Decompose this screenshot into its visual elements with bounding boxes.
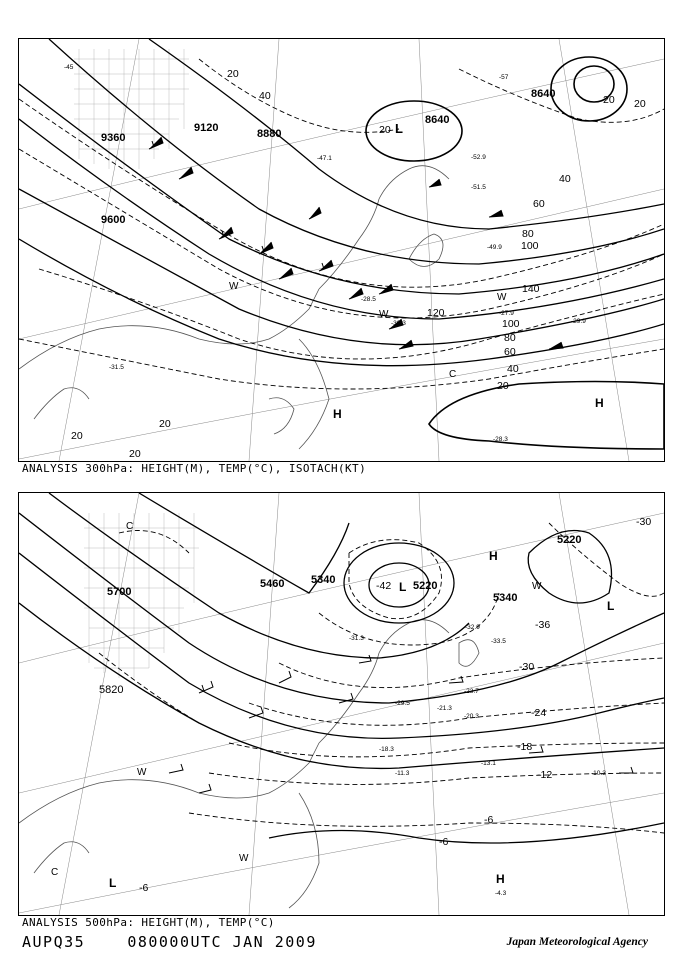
pressure-center-warm: W bbox=[379, 309, 389, 320]
temp-label: -32.9 bbox=[465, 624, 480, 631]
temp-label: -52.9 bbox=[471, 154, 486, 161]
temp-label: -11.3 bbox=[395, 770, 410, 777]
pressure-center-warm: W bbox=[137, 767, 147, 778]
isotach-label: 100 bbox=[502, 318, 520, 330]
isotach-label: 20 bbox=[159, 418, 171, 430]
height-label: 5700 bbox=[107, 586, 132, 598]
pressure-center-low: L bbox=[109, 876, 117, 890]
temp-label: -30.3 bbox=[391, 320, 406, 327]
height-label: 8640 bbox=[425, 114, 450, 126]
isotach-label: 20 bbox=[634, 98, 646, 110]
temp-label: -29.5 bbox=[395, 700, 410, 707]
isotach-label: 40 bbox=[259, 90, 271, 102]
isotach-label: 40 bbox=[507, 363, 519, 375]
map-panel-300hpa bbox=[18, 38, 665, 462]
temp-label: -31.5 bbox=[109, 364, 124, 371]
temp-label: -28.5 bbox=[361, 296, 376, 303]
height-label: 5820 bbox=[99, 684, 124, 696]
temp-label: -21.3 bbox=[437, 705, 452, 712]
isotach-label: 20 bbox=[603, 94, 615, 106]
map-300hpa-svg bbox=[19, 39, 664, 461]
pressure-center-high: H bbox=[489, 549, 498, 563]
isotherm-label: -24 bbox=[531, 707, 547, 719]
height-label: 8640 bbox=[531, 88, 556, 100]
pressure-center-high: H bbox=[496, 872, 505, 886]
temp-label: -4.3 bbox=[495, 890, 507, 897]
isotherm-label: -6 bbox=[439, 836, 449, 848]
isotherm-label: -12 bbox=[537, 769, 553, 781]
terrain-hatch bbox=[84, 513, 199, 678]
temp-label: -51.5 bbox=[471, 184, 486, 191]
temp-label: -57 bbox=[499, 74, 509, 81]
isotach-label: 20 bbox=[497, 380, 509, 392]
coastlines bbox=[19, 620, 479, 908]
agency-name: Japan Meteorological Agency bbox=[506, 936, 648, 948]
pressure-center-warm: W bbox=[229, 281, 239, 292]
temp-label: -49.9 bbox=[487, 244, 502, 251]
isotach-label: 140 bbox=[522, 283, 540, 295]
isotach-label: 120 bbox=[427, 307, 445, 319]
isotherms-dashed bbox=[99, 523, 664, 833]
map-500hpa-svg bbox=[19, 493, 664, 915]
isotach-label: 20 bbox=[379, 124, 391, 136]
isotach-label: 60 bbox=[504, 346, 516, 358]
caption-300hpa: ANALYSIS 300hPa: HEIGHT(M), TEMP(°C), ISOTACH(KT) bbox=[22, 462, 367, 475]
terrain-hatch bbox=[74, 49, 189, 171]
chart-code: AUPQ35 bbox=[22, 933, 86, 951]
isotach-label: 100 bbox=[521, 240, 539, 252]
isotach-label: 40 bbox=[559, 173, 571, 185]
temp-label: -45 bbox=[64, 64, 74, 71]
isotherm-label: -36 bbox=[535, 619, 551, 631]
height-label: 5460 bbox=[260, 578, 285, 590]
pressure-center-warm: W bbox=[497, 292, 507, 303]
coastlines bbox=[19, 166, 449, 449]
temp-label: -29.9 bbox=[571, 318, 586, 325]
pressure-center-low: L bbox=[607, 599, 615, 613]
height-label: 5340 bbox=[493, 592, 518, 604]
jet-region bbox=[429, 382, 664, 450]
isotach-label: 80 bbox=[504, 332, 516, 344]
temp-label: -31.3 bbox=[349, 635, 364, 642]
isotherm-label: -30 bbox=[519, 661, 535, 673]
pressure-center-low: L bbox=[399, 580, 407, 594]
chart-datetime: 080000UTC JAN 2009 bbox=[127, 933, 317, 951]
pressure-center-low: L bbox=[395, 121, 403, 136]
isotherm-label: -30 bbox=[636, 516, 652, 528]
pressure-center-cold: C bbox=[449, 369, 457, 380]
temp-label: -27.9 bbox=[499, 310, 514, 317]
temp-label: -20.3 bbox=[464, 713, 479, 720]
temp-label: -33.5 bbox=[491, 638, 506, 645]
height-label: 9600 bbox=[101, 214, 126, 226]
temp-label: -23.7 bbox=[464, 688, 479, 695]
isotach-label: 20 bbox=[71, 430, 83, 442]
isotherm-label: -42 bbox=[376, 580, 392, 592]
pressure-center-high: H bbox=[595, 396, 604, 410]
map-panel-500hpa bbox=[18, 492, 665, 916]
pressure-center-cold: C bbox=[51, 867, 59, 878]
chart-identifier bbox=[22, 933, 317, 951]
pressure-center-cold: C bbox=[126, 521, 134, 532]
isotherm-label: -6 bbox=[484, 814, 494, 826]
isotherm-label: -6 bbox=[139, 882, 149, 894]
isotach-label: 20 bbox=[129, 448, 141, 460]
temp-label: -10.3 bbox=[591, 770, 606, 777]
height-label: 5220 bbox=[413, 580, 438, 592]
temp-label: -18.3 bbox=[379, 746, 394, 753]
height-label: 9360 bbox=[101, 132, 126, 144]
temp-label: -13.1 bbox=[481, 760, 496, 767]
pressure-center-high: H bbox=[333, 407, 342, 421]
height-label: 8880 bbox=[257, 128, 282, 140]
pressure-center-warm: W bbox=[532, 581, 542, 592]
graticule bbox=[19, 493, 664, 915]
isotach-label: 20 bbox=[227, 68, 239, 80]
caption-500hpa: ANALYSIS 500hPa: HEIGHT(M), TEMP(°C) bbox=[22, 916, 275, 929]
isotherm-label: -18 bbox=[517, 741, 533, 753]
height-label: 5220 bbox=[557, 534, 582, 546]
isotach-label: 80 bbox=[522, 228, 534, 240]
isotach-label: 60 bbox=[533, 198, 545, 210]
temp-label: -47.1 bbox=[317, 155, 332, 162]
height-label: 9120 bbox=[194, 122, 219, 134]
temp-label: -28.3 bbox=[493, 436, 508, 443]
height-label: 5340 bbox=[311, 574, 336, 586]
pressure-center-warm: W bbox=[239, 853, 249, 864]
closed-lows bbox=[366, 57, 627, 161]
graticule bbox=[19, 39, 664, 461]
